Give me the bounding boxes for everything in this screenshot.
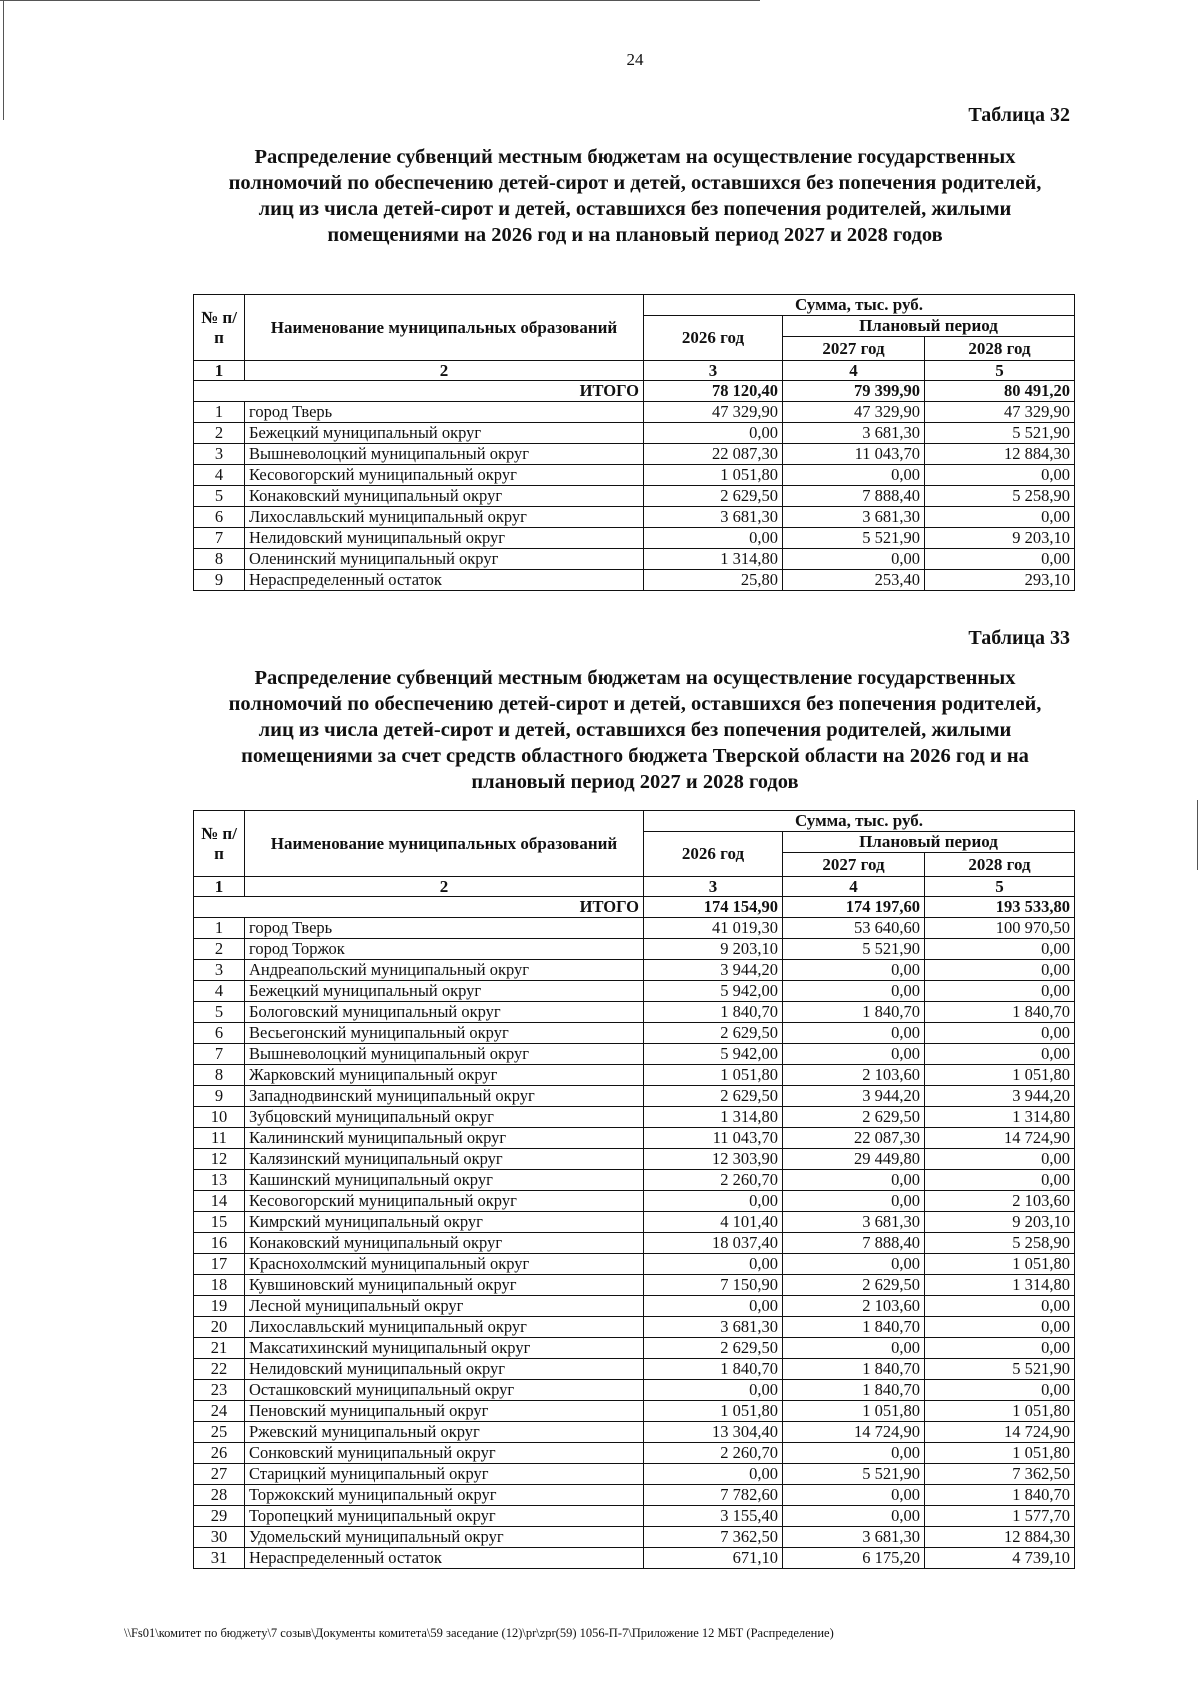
value-2026: 0,00	[644, 423, 783, 444]
index-cell: 4	[783, 877, 925, 897]
value-2028: 14 724,90	[925, 1422, 1075, 1443]
row-number: 31	[194, 1548, 245, 1569]
row-number: 26	[194, 1443, 245, 1464]
municipality-name: Лихославльский муниципальный округ	[245, 1317, 644, 1338]
row-number: 3	[194, 960, 245, 981]
municipality-name: Кесовогорский муниципальный округ	[245, 465, 644, 486]
value-2027: 0,00	[783, 1254, 925, 1275]
total-2028: 80 491,20	[925, 381, 1075, 402]
value-2028: 9 203,10	[925, 528, 1075, 549]
value-2027: 22 087,30	[783, 1128, 925, 1149]
index-cell: 1	[194, 361, 245, 381]
row-number: 23	[194, 1380, 245, 1401]
table33-title-line: плановый период 2027 и 2028 годов	[471, 771, 799, 793]
value-2028: 4 739,10	[925, 1548, 1075, 1569]
table-row	[194, 1212, 1075, 1233]
value-2027: 6 175,20	[783, 1548, 925, 1569]
row-number: 21	[194, 1338, 245, 1359]
municipality-name: Вышневолоцкий муниципальный округ	[245, 1044, 644, 1065]
value-2026: 7 782,60	[644, 1485, 783, 1506]
table32	[193, 294, 1075, 591]
value-2026: 41 019,30	[644, 918, 783, 939]
index-cell: 3	[644, 361, 783, 381]
table33	[193, 810, 1075, 1569]
value-2028: 1 314,80	[925, 1107, 1075, 1128]
value-2027: 1 840,70	[783, 1002, 925, 1023]
table-row	[194, 981, 1075, 1002]
value-2027: 0,00	[783, 981, 925, 1002]
table33-title	[160, 665, 1110, 795]
value-2028: 0,00	[925, 549, 1075, 570]
total-2026: 174 154,90	[644, 897, 783, 918]
table-row	[194, 1548, 1075, 1569]
value-2027: 2 629,50	[783, 1107, 925, 1128]
value-2028: 0,00	[925, 1380, 1075, 1401]
row-number: 11	[194, 1128, 245, 1149]
row-number: 1	[194, 918, 245, 939]
value-2027: 0,00	[783, 1170, 925, 1191]
municipality-name: Пеновский муниципальный округ	[245, 1401, 644, 1422]
table32-title	[160, 144, 1110, 248]
table-row	[194, 528, 1075, 549]
value-2027: 253,40	[783, 570, 925, 591]
value-2027: 47 329,90	[783, 402, 925, 423]
row-number: 16	[194, 1233, 245, 1254]
table33-title-line: полномочий по обеспечению детей-сирот и детей, оставшихся без попечения родителей,	[228, 693, 1042, 715]
table32-caption: Таблица 32	[968, 104, 1070, 126]
row-number: 7	[194, 1044, 245, 1065]
municipality-name: Весьегонский муниципальный округ	[245, 1023, 644, 1044]
value-2028: 1 051,80	[925, 1254, 1075, 1275]
value-2027: 0,00	[783, 1338, 925, 1359]
municipality-name: Нераспределенный остаток	[245, 1548, 644, 1569]
table-row	[194, 444, 1075, 465]
municipality-name: Кувшиновский муниципальный округ	[245, 1275, 644, 1296]
value-2028: 9 203,10	[925, 1212, 1075, 1233]
row-number: 4	[194, 981, 245, 1002]
table-row	[194, 1401, 1075, 1422]
header-2027: 2027 год	[783, 337, 925, 361]
total-row	[194, 897, 1075, 918]
table-row	[194, 423, 1075, 444]
header-2026: 2026 год	[644, 832, 783, 877]
row-number: 25	[194, 1422, 245, 1443]
value-2026: 2 629,50	[644, 1338, 783, 1359]
value-2026: 0,00	[644, 1380, 783, 1401]
value-2026: 2 629,50	[644, 1023, 783, 1044]
municipality-name: Бежецкий муниципальный округ	[245, 423, 644, 444]
row-number: 3	[194, 444, 245, 465]
value-2026: 4 101,40	[644, 1212, 783, 1233]
row-number: 13	[194, 1170, 245, 1191]
value-2026: 3 681,30	[644, 507, 783, 528]
value-2027: 0,00	[783, 960, 925, 981]
value-2027: 7 888,40	[783, 486, 925, 507]
municipality-name: Старицкий муниципальный округ	[245, 1464, 644, 1485]
value-2026: 22 087,30	[644, 444, 783, 465]
value-2027: 7 888,40	[783, 1233, 925, 1254]
municipality-name: Максатихинский муниципальный округ	[245, 1338, 644, 1359]
municipality-name: Ржевский муниципальный округ	[245, 1422, 644, 1443]
municipality-name: Нелидовский муниципальный округ	[245, 528, 644, 549]
table-row	[194, 1317, 1075, 1338]
value-2028: 0,00	[925, 939, 1075, 960]
row-number: 9	[194, 1086, 245, 1107]
index-cell: 4	[783, 361, 925, 381]
table-row	[194, 1338, 1075, 1359]
municipality-name: Бологовский муниципальный округ	[245, 1002, 644, 1023]
value-2026: 2 629,50	[644, 1086, 783, 1107]
value-2028: 0,00	[925, 465, 1075, 486]
value-2028: 0,00	[925, 1149, 1075, 1170]
table-row	[194, 1191, 1075, 1212]
value-2027: 0,00	[783, 1443, 925, 1464]
row-number: 1	[194, 402, 245, 423]
total-label: ИТОГО	[194, 381, 644, 402]
value-2026: 7 150,90	[644, 1275, 783, 1296]
table-row	[194, 1170, 1075, 1191]
page-number: 24	[626, 50, 644, 69]
municipality-name: город Торжок	[245, 939, 644, 960]
municipality-name: Западнодвинский муниципальный округ	[245, 1086, 644, 1107]
value-2027: 5 521,90	[783, 528, 925, 549]
municipality-name: Лихославльский муниципальный округ	[245, 507, 644, 528]
value-2028: 0,00	[925, 1044, 1075, 1065]
value-2026: 7 362,50	[644, 1527, 783, 1548]
value-2026: 1 051,80	[644, 1401, 783, 1422]
value-2026: 1 314,80	[644, 549, 783, 570]
table-row	[194, 486, 1075, 507]
municipality-name: город Тверь	[245, 402, 644, 423]
table-row	[194, 1527, 1075, 1548]
table33-title-line: Распределение субвенций местным бюджетам на осуществление государственных	[254, 667, 1016, 689]
table-row	[194, 1359, 1075, 1380]
table32-title-line: Распределение субвенций местным бюджетам на осуществление государственных	[254, 146, 1016, 168]
value-2028: 0,00	[925, 507, 1075, 528]
value-2026: 3 681,30	[644, 1317, 783, 1338]
value-2028: 0,00	[925, 1023, 1075, 1044]
municipality-name: Андреапольский муниципальный округ	[245, 960, 644, 981]
value-2028: 0,00	[925, 1170, 1075, 1191]
header-num: № п/п	[194, 295, 245, 361]
value-2028: 0,00	[925, 1296, 1075, 1317]
header-name: Наименование муниципальных образований	[245, 295, 644, 361]
row-number: 8	[194, 1065, 245, 1086]
value-2028: 5 258,90	[925, 486, 1075, 507]
row-number: 12	[194, 1149, 245, 1170]
table-row	[194, 939, 1075, 960]
value-2027: 3 681,30	[783, 1527, 925, 1548]
header-sum: Сумма, тыс. руб.	[644, 295, 1075, 316]
value-2026: 0,00	[644, 1464, 783, 1485]
row-number: 30	[194, 1527, 245, 1548]
table32-title-line: лиц из числа детей-сирот и детей, оставшихся без попечения родителей, жилыми	[258, 198, 1012, 220]
value-2028: 2 103,60	[925, 1191, 1075, 1212]
value-2027: 53 640,60	[783, 918, 925, 939]
table-row	[194, 1044, 1075, 1065]
value-2026: 2 260,70	[644, 1443, 783, 1464]
index-cell: 1	[194, 877, 245, 897]
table-row	[194, 1233, 1075, 1254]
header-name: Наименование муниципальных образований	[245, 811, 644, 877]
value-2026: 1 840,70	[644, 1002, 783, 1023]
value-2028: 293,10	[925, 570, 1075, 591]
value-2027: 3 681,30	[783, 1212, 925, 1233]
value-2027: 14 724,90	[783, 1422, 925, 1443]
row-number: 5	[194, 486, 245, 507]
value-2027: 2 629,50	[783, 1275, 925, 1296]
municipality-name: Нераспределенный остаток	[245, 570, 644, 591]
municipality-name: город Тверь	[245, 918, 644, 939]
municipality-name: Кесовогорский муниципальный округ	[245, 1191, 644, 1212]
value-2027: 0,00	[783, 1044, 925, 1065]
table32-title-line: помещениями на 2026 год и на плановый период 2027 и 2028 годов	[327, 224, 943, 246]
value-2026: 13 304,40	[644, 1422, 783, 1443]
row-number: 8	[194, 549, 245, 570]
row-number: 18	[194, 1275, 245, 1296]
table-row	[194, 465, 1075, 486]
value-2027: 1 840,70	[783, 1359, 925, 1380]
index-cell: 5	[925, 361, 1075, 381]
municipality-name: Удомельский муниципальный округ	[245, 1527, 644, 1548]
header-2028: 2028 год	[925, 337, 1075, 361]
header-planned: Плановый период	[783, 316, 1075, 337]
value-2028: 1 577,70	[925, 1506, 1075, 1527]
table-row	[194, 1086, 1075, 1107]
table-row	[194, 1443, 1075, 1464]
value-2028: 1 051,80	[925, 1443, 1075, 1464]
value-2026: 9 203,10	[644, 939, 783, 960]
value-2028: 12 884,30	[925, 1527, 1075, 1548]
value-2026: 1 840,70	[644, 1359, 783, 1380]
municipality-name: Кашинский муниципальный округ	[245, 1170, 644, 1191]
row-number: 17	[194, 1254, 245, 1275]
municipality-name: Калязинский муниципальный округ	[245, 1149, 644, 1170]
municipality-name: Конаковский муниципальный округ	[245, 486, 644, 507]
row-number: 14	[194, 1191, 245, 1212]
value-2028: 14 724,90	[925, 1128, 1075, 1149]
table-row	[194, 1254, 1075, 1275]
total-2027: 174 197,60	[783, 897, 925, 918]
scan-edge-top	[0, 0, 760, 1]
table-row	[194, 1296, 1075, 1317]
table-row	[194, 1149, 1075, 1170]
value-2028: 5 521,90	[925, 423, 1075, 444]
value-2028: 5 521,90	[925, 1359, 1075, 1380]
row-number: 6	[194, 1023, 245, 1044]
value-2027: 5 521,90	[783, 1464, 925, 1485]
value-2026: 25,80	[644, 570, 783, 591]
value-2028: 7 362,50	[925, 1464, 1075, 1485]
row-number: 28	[194, 1485, 245, 1506]
value-2026: 2 260,70	[644, 1170, 783, 1191]
index-cell: 2	[245, 361, 644, 381]
municipality-name: Бежецкий муниципальный округ	[245, 981, 644, 1002]
table-row	[194, 1002, 1075, 1023]
row-number: 2	[194, 423, 245, 444]
value-2027: 5 521,90	[783, 939, 925, 960]
value-2026: 3 155,40	[644, 1506, 783, 1527]
value-2027: 1 051,80	[783, 1401, 925, 1422]
table-row	[194, 507, 1075, 528]
table-row	[194, 1380, 1075, 1401]
value-2028: 1 051,80	[925, 1065, 1075, 1086]
value-2026: 2 629,50	[644, 486, 783, 507]
value-2026: 671,10	[644, 1548, 783, 1569]
value-2028: 100 970,50	[925, 918, 1075, 939]
row-number: 4	[194, 465, 245, 486]
table-row	[194, 918, 1075, 939]
table32-title-line: полномочий по обеспечению детей-сирот и детей, оставшихся без попечения родителей,	[228, 172, 1042, 194]
value-2028: 5 258,90	[925, 1233, 1075, 1254]
table-row	[194, 960, 1075, 981]
total-2027: 79 399,90	[783, 381, 925, 402]
row-number: 10	[194, 1107, 245, 1128]
value-2026: 1 314,80	[644, 1107, 783, 1128]
value-2027: 0,00	[783, 549, 925, 570]
municipality-name: Оленинский муниципальный округ	[245, 549, 644, 570]
municipality-name: Зубцовский муниципальный округ	[245, 1107, 644, 1128]
header-2026: 2026 год	[644, 316, 783, 361]
value-2028: 0,00	[925, 1317, 1075, 1338]
value-2028: 1 051,80	[925, 1401, 1075, 1422]
value-2026: 18 037,40	[644, 1233, 783, 1254]
scan-edge-right	[1197, 800, 1198, 870]
value-2027: 1 840,70	[783, 1317, 925, 1338]
header-2028: 2028 год	[925, 853, 1075, 877]
municipality-name: Конаковский муниципальный округ	[245, 1233, 644, 1254]
row-number: 6	[194, 507, 245, 528]
value-2028: 3 944,20	[925, 1086, 1075, 1107]
value-2026: 1 051,80	[644, 465, 783, 486]
value-2026: 5 942,00	[644, 1044, 783, 1065]
value-2028: 12 884,30	[925, 444, 1075, 465]
total-row	[194, 381, 1075, 402]
table-row	[194, 1023, 1075, 1044]
municipality-name: Краснохолмский муниципальный округ	[245, 1254, 644, 1275]
value-2028: 0,00	[925, 960, 1075, 981]
index-cell: 5	[925, 877, 1075, 897]
value-2026: 47 329,90	[644, 402, 783, 423]
value-2028: 47 329,90	[925, 402, 1075, 423]
row-number: 15	[194, 1212, 245, 1233]
value-2027: 0,00	[783, 1506, 925, 1527]
table-row	[194, 1464, 1075, 1485]
value-2027: 1 840,70	[783, 1380, 925, 1401]
value-2026: 0,00	[644, 1254, 783, 1275]
municipality-name: Жарковский муниципальный округ	[245, 1065, 644, 1086]
table-row	[194, 1275, 1075, 1296]
value-2026: 0,00	[644, 528, 783, 549]
total-2026: 78 120,40	[644, 381, 783, 402]
row-number: 2	[194, 939, 245, 960]
table-row	[194, 1065, 1075, 1086]
table-row	[194, 570, 1075, 591]
municipality-name: Торопецкий муниципальный округ	[245, 1506, 644, 1527]
value-2026: 0,00	[644, 1191, 783, 1212]
table33-title-line: помещениями за счет средств областного бюджета Тверской области на 2026 год и на	[241, 745, 1029, 767]
table-row	[194, 1128, 1075, 1149]
total-label: ИТОГО	[194, 897, 644, 918]
value-2027: 3 681,30	[783, 507, 925, 528]
municipality-name: Сонковский муниципальный округ	[245, 1443, 644, 1464]
table33-title-line: лиц из числа детей-сирот и детей, оставшихся без попечения родителей, жилыми	[258, 719, 1012, 741]
table-row	[194, 402, 1075, 423]
value-2026: 11 043,70	[644, 1128, 783, 1149]
footer-file-path: \\Fs01\комитет по бюджету\7 созыв\Документы комитета\59 заседание (12)\pr\zpr(59) 1056-П-7\Приложение 12 МБТ (Распределение)	[124, 1626, 834, 1640]
municipality-name: Торжокский муниципальный округ	[245, 1485, 644, 1506]
header-planned: Плановый период	[783, 832, 1075, 853]
municipality-name: Вышневолоцкий муниципальный округ	[245, 444, 644, 465]
value-2027: 3 944,20	[783, 1086, 925, 1107]
value-2026: 0,00	[644, 1296, 783, 1317]
row-number: 7	[194, 528, 245, 549]
value-2028: 0,00	[925, 981, 1075, 1002]
value-2027: 11 043,70	[783, 444, 925, 465]
value-2027: 2 103,60	[783, 1296, 925, 1317]
header-sum: Сумма, тыс. руб.	[644, 811, 1075, 832]
row-number: 5	[194, 1002, 245, 1023]
value-2028: 0,00	[925, 1338, 1075, 1359]
value-2027: 3 681,30	[783, 423, 925, 444]
row-number: 27	[194, 1464, 245, 1485]
header-num: № п/п	[194, 811, 245, 877]
municipality-name: Осташковский муниципальный округ	[245, 1380, 644, 1401]
table-row	[194, 1506, 1075, 1527]
table-row	[194, 1485, 1075, 1506]
value-2027: 0,00	[783, 465, 925, 486]
value-2027: 29 449,80	[783, 1149, 925, 1170]
value-2028: 1 840,70	[925, 1485, 1075, 1506]
municipality-name: Кимрский муниципальный округ	[245, 1212, 644, 1233]
row-number: 9	[194, 570, 245, 591]
table-row	[194, 1107, 1075, 1128]
value-2026: 3 944,20	[644, 960, 783, 981]
municipality-name: Лесной муниципальный округ	[245, 1296, 644, 1317]
index-cell: 3	[644, 877, 783, 897]
index-cell: 2	[245, 877, 644, 897]
value-2026: 1 051,80	[644, 1065, 783, 1086]
value-2026: 12 303,90	[644, 1149, 783, 1170]
header-2027: 2027 год	[783, 853, 925, 877]
value-2026: 5 942,00	[644, 981, 783, 1002]
value-2027: 0,00	[783, 1191, 925, 1212]
table-row	[194, 549, 1075, 570]
row-number: 22	[194, 1359, 245, 1380]
municipality-name: Калининский муниципальный округ	[245, 1128, 644, 1149]
total-2028: 193 533,80	[925, 897, 1075, 918]
value-2027: 0,00	[783, 1485, 925, 1506]
value-2028: 1 840,70	[925, 1002, 1075, 1023]
table-row	[194, 1422, 1075, 1443]
municipality-name: Нелидовский муниципальный округ	[245, 1359, 644, 1380]
table33-caption: Таблица 33	[968, 627, 1070, 649]
value-2027: 2 103,60	[783, 1065, 925, 1086]
row-number: 19	[194, 1296, 245, 1317]
value-2027: 0,00	[783, 1023, 925, 1044]
row-number: 24	[194, 1401, 245, 1422]
row-number: 29	[194, 1506, 245, 1527]
row-number: 20	[194, 1317, 245, 1338]
value-2028: 1 314,80	[925, 1275, 1075, 1296]
